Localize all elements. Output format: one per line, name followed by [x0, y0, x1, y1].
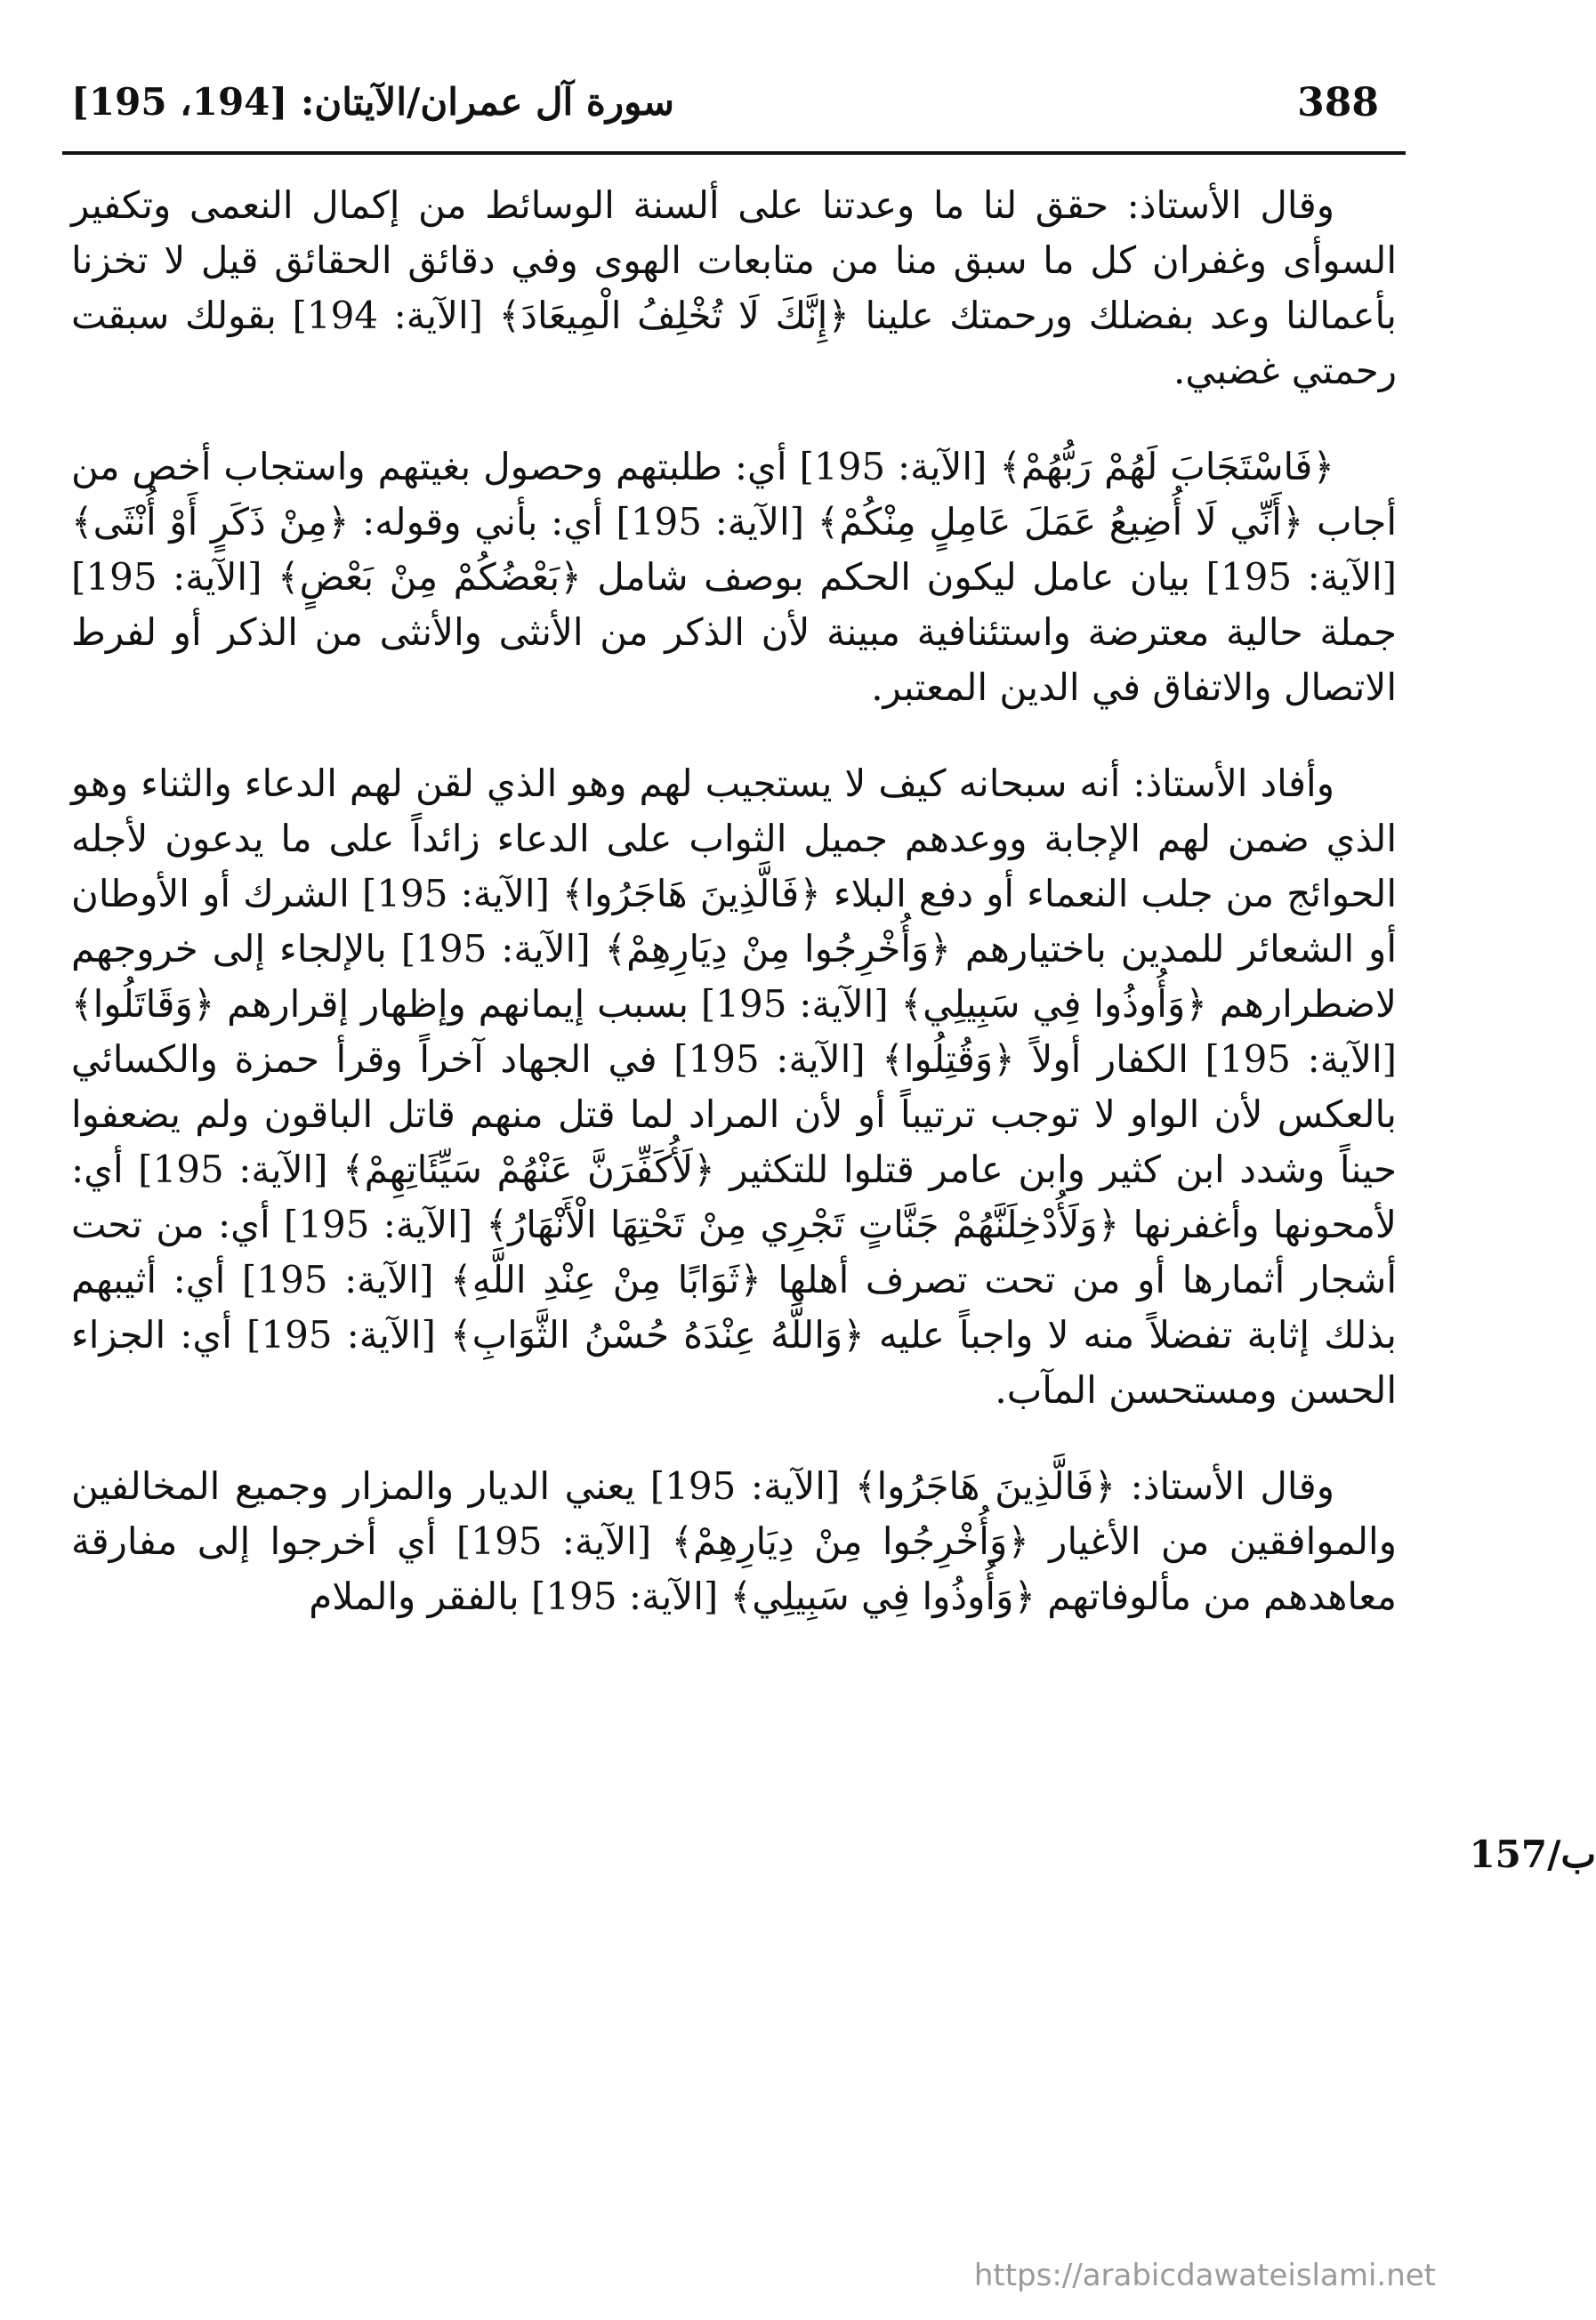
paragraph-2: ﴿فَاسْتَجَابَ لَهُمْ رَبُّهُمْ﴾ [الآية: 195] أي: طلبتهم وحصول بغيتهم واستجاب أخص من أجاب ﴿أَنِّي لَا أُضِيعُ عَمَلَ عَامِلٍ مِنْكُمْ﴾ [الآية: 195] أي: بأني وقوله: ﴿مِنْ ذَكَرٍ أَوْ أُنْثَى﴾ [الآية: 195] بيان عامل ليكون الحكم بوصف شامل ﴿بَعْضُكُمْ مِنْ بَعْضٍ﴾ [الآية: 195] جملة حالية معترضة واستئنافية مبينة لأن الذكر من الأنثى والأنثى من الذكر أو لفرط الاتصال والاتفاق في الدين المعتبر.	[71, 445, 1397, 709]
running-title: سورة آل عمران/الآيتان: [194، 195]	[71, 80, 675, 124]
page-header	[62, 71, 1406, 155]
page-number: 388	[1297, 80, 1379, 125]
paragraph-1: وقال الأستاذ: حقق لنا ما وعدتنا على ألسنة الوسائط من إكمال النعمى وتكفير السوأى وغفران كل ما سبق منا من متابعات الهوى وفي دقائق الحقائق قيل لا تخزنا بأعمالنا وعد بفضلك ورحمتك علينا ﴿إِنَّكَ لَا تُخْلِفُ الْمِيعَادَ﴾ [الآية: 194] بقولك سبقت رحمتي غضبي.	[71, 183, 1397, 392]
paragraph-4: وقال الأستاذ: ﴿فَالَّذِينَ هَاجَرُوا﴾ [الآية: 195] يعني الديار والمزار وجميع المخالفين والموافقين من الأغيار ﴿وَأُخْرِجُوا مِنْ دِيَارِهِمْ﴾ [الآية: 195] أي أخرجوا إلى مفارقة معاهدهم من مألوفاتهم ﴿وَأُوذُوا فِي سَبِيلِي﴾ [الآية: 195] بالفقر والملام	[71, 1464, 1398, 1618]
watermark-url: https://arabicdawateislami.net	[973, 2258, 1436, 2293]
paragraph-3: وأفاد الأستاذ: أنه سبحانه كيف لا يستجيب لهم وهو الذي لقن لهم الدعاء والثناء وهو الذي ضمن لهم الإجابة ووعدهم جميل الثواب على الدعاء زائداً على ما يدعون لأجله الحوائج من جلب النعماء أو دفع البلاء ﴿فَالَّذِينَ هَاجَرُوا﴾ [الآية: 195] الشرك أو الأوطان أو الشعائر للمدين باختيارهم ﴿وَأُخْرِجُوا مِنْ دِيَارِهِمْ﴾ [الآية: 195] بالإلجاء إلى خروجهم لاضطرارهم ﴿وَأُوذُوا فِي سَبِيلِي﴾ [الآية: 195] بسبب إيمانهم وإظهار إقرارهم ﴿وَقَاتَلُوا﴾ [الآية: 195] الكفار أولاً ﴿وَقُتِلُوا﴾ [الآية: 195] في الجهاد آخراً وقرأ حمزة والكسائي بالعكس لأن الواو لا توجب ترتيباً أو لأن المراد لما قتل منهم قاتل الباقون ولم يضعفوا حيناً وشدد ابن كثير وابن عامر قتلوا للتكثير ﴿لَأُكَفِّرَنَّ عَنْهُمْ سَيِّئَاتِهِمْ﴾ [الآية: 195] أي: لأمحونها وأغفرنها ﴿وَلَأُدْخِلَنَّهُمْ جَنَّاتٍ تَجْرِي مِنْ تَحْتِهَا الْأَنْهَارُ﴾ [الآية: 195] أي: من تحت أشجار أثمارها أو من تحت تصرف أهلها ﴿ثَوَابًا مِنْ عِنْدِ اللَّهِ﴾ [الآية: 195] أي: أثيبهم بذلك إثابة تفضلاً منه لا واجباً عليه ﴿وَاللَّهُ عِنْدَهُ حُسْنُ الثَّوَابِ﴾ [الآية: 195] أي: الجزاء الحسن ومستحسن المآب.	[71, 761, 1398, 1412]
manuscript-folio-note: 157/ب	[1469, 1833, 1596, 1876]
body-text	[71, 178, 1397, 1665]
